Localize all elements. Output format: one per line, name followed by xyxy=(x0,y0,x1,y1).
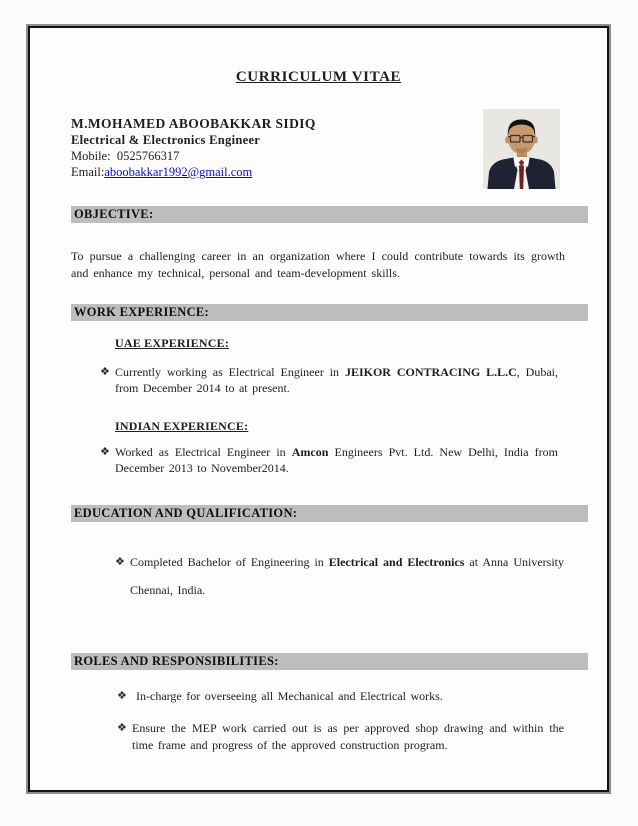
indian-experience-heading: INDIAN EXPERIENCE: xyxy=(115,419,249,433)
section-heading-objective: OBJECTIVE: xyxy=(71,206,588,223)
portrait-illustration xyxy=(483,109,560,189)
indian-company-name: Amcon xyxy=(291,445,329,459)
uae-company-name: JEIKOR CONTRACING L.L.C xyxy=(344,365,517,379)
email-label: Email: xyxy=(71,165,105,179)
diamond-bullet-icon: ❖ xyxy=(117,689,127,702)
mobile-label: Mobile: xyxy=(71,149,111,163)
section-heading-education: EDUCATION AND QUALIFICATION: xyxy=(71,505,588,522)
list-item-role-1 xyxy=(117,688,564,704)
candidate-role: Electrical & Electronics Engineer xyxy=(71,133,261,147)
education-degree-field: Electrical and Electronics xyxy=(328,555,465,569)
indian-text-pre: Worked as Electrical Engineer in xyxy=(115,445,292,459)
mobile-number: 0525766317 xyxy=(116,149,180,163)
uae-experience-text xyxy=(115,364,558,396)
page-title xyxy=(71,68,566,86)
list-item-role-2 xyxy=(117,720,564,753)
role-2-text: Ensure the MEP work carried out is as per approved shop drawing and within the time frame and progress of the approved construction program. xyxy=(132,721,564,752)
section-heading-roles: ROLES AND RESPONSIBILITIES: xyxy=(71,653,588,670)
uae-text-pre: Currently working as Electrical Engineer in xyxy=(115,365,345,379)
cv-page xyxy=(28,26,609,792)
diamond-bullet-icon: ❖ xyxy=(100,365,110,378)
education-text-pre: Completed Bachelor of Engineering in xyxy=(130,555,329,569)
indian-text-post: Engineers Pvt. Ltd. New Delhi, India from December 2013 to November2014. xyxy=(115,445,558,475)
list-item-uae-experience xyxy=(100,364,558,396)
diamond-bullet-icon: ❖ xyxy=(117,721,127,734)
diamond-bullet-icon: ❖ xyxy=(115,555,125,568)
diamond-bullet-icon: ❖ xyxy=(100,445,110,458)
section-heading-work-experience: WORK EXPERIENCE: xyxy=(71,304,588,321)
candidate-name: M.MOHAMED ABOOBAKKAR SIDIQ xyxy=(71,116,316,131)
cv-content xyxy=(30,28,607,790)
list-item-indian-experience xyxy=(100,444,558,476)
role-1-text: In-charge for overseeing all Mechanical and Electrical works. xyxy=(136,689,443,703)
list-item-education xyxy=(115,548,564,604)
objective-text: To pursue a challenging career in an organization where I could contribute towards its growth and enhance my technical, personal and team-development skills. xyxy=(71,249,565,280)
email-link[interactable]: aboobakkar1992@gmail.com xyxy=(104,165,253,179)
uae-experience-heading: UAE EXPERIENCE: xyxy=(115,336,230,350)
education-text-post: at Anna University Chennai, India. xyxy=(130,555,564,597)
education-text xyxy=(130,548,564,604)
uae-text-post: , Dubai, from December 2014 to at present. xyxy=(115,365,558,395)
profile-photo xyxy=(483,109,560,189)
page-title-text: CURRICULUM VITAE xyxy=(235,69,402,85)
indian-experience-text xyxy=(115,444,558,476)
